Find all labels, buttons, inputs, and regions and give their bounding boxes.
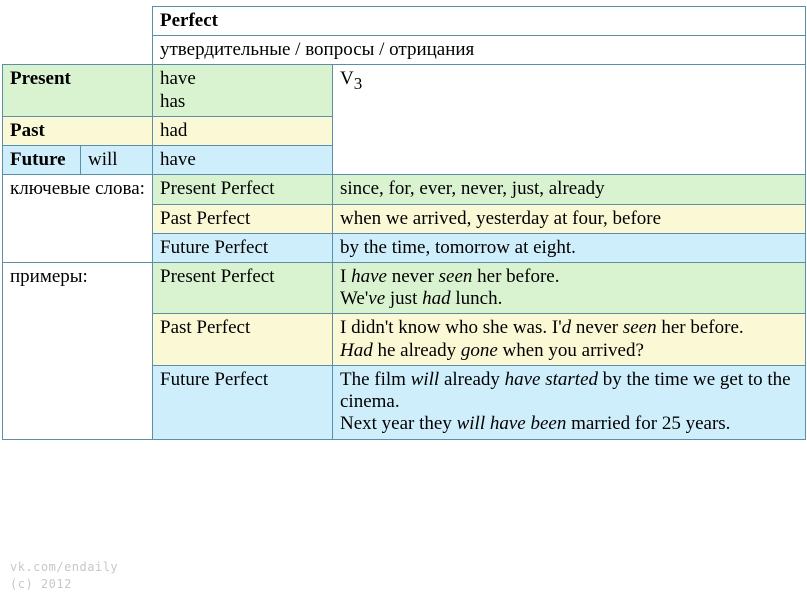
- grammar-sheet: [0, 6, 807, 601]
- keyword-words-past-perfect: when we arrived, yesterday at four, before: [333, 204, 806, 233]
- keyword-tense-past-perfect: Past Perfect: [153, 204, 333, 233]
- watermark: [10, 559, 118, 593]
- example-tense-future-perfect: Future Perfect: [153, 365, 333, 439]
- examples-label: примеры:: [3, 262, 153, 439]
- keyword-words-present-perfect: since, for, ever, never, just, already: [333, 175, 806, 204]
- empty-corner-cell: [3, 7, 81, 36]
- table-row: [3, 175, 806, 204]
- forms-header: утвердительные / вопросы / отрицания: [153, 36, 806, 65]
- verb-form-cell: [333, 65, 806, 175]
- aux-present-line-1: have: [160, 68, 196, 90]
- keyword-tense-future-perfect: Future Perfect: [153, 233, 333, 262]
- example-text-present-perfect: [333, 262, 806, 313]
- aux-future-will: will: [81, 146, 153, 175]
- example-line: Next year they will have been married for 25 years.: [340, 413, 731, 435]
- verb-form-index: 3: [353, 74, 363, 94]
- tense-label-past: Past: [3, 116, 153, 145]
- example-line: The film will already have started by the time we get to the cinema.: [340, 368, 791, 413]
- example-text-past-perfect: [333, 314, 806, 365]
- table-row: [3, 262, 806, 313]
- example-line: I have never seen her before.: [340, 265, 560, 287]
- empty-corner-cell-2: [81, 7, 153, 36]
- watermark-line-2: (c) 2012: [10, 577, 72, 592]
- keyword-words-future-perfect: by the time, tomorrow at eight.: [333, 233, 806, 262]
- empty-cell-2: [81, 36, 153, 65]
- example-line: I didn't know who she was. I'd never seen her before.: [340, 317, 744, 339]
- example-line: Had he already gone when you arrived?: [340, 339, 644, 361]
- keywords-label: ключевые слова:: [3, 175, 153, 263]
- aux-present-line-2: has: [160, 90, 186, 112]
- example-text-future-perfect: [333, 365, 806, 439]
- example-tense-present-perfect: Present Perfect: [153, 262, 333, 313]
- table-row: [3, 36, 806, 65]
- example-tense-past-perfect: Past Perfect: [153, 314, 333, 365]
- aspect-header: Perfect: [153, 7, 806, 36]
- example-line: We've just had lunch.: [340, 288, 503, 310]
- watermark-line-1: vk.com/endaily: [10, 560, 119, 575]
- table-row: [3, 7, 806, 36]
- empty-cell: [3, 36, 81, 65]
- perfect-tenses-table: [2, 6, 806, 440]
- tense-label-present: Present: [3, 65, 153, 116]
- tense-label-future: Future: [3, 146, 81, 175]
- aux-future: have: [153, 146, 333, 175]
- aux-present: [153, 65, 333, 116]
- aux-past: had: [153, 116, 333, 145]
- keyword-tense-present-perfect: Present Perfect: [153, 175, 333, 204]
- table-row: [3, 65, 806, 116]
- verb-form-letter: V: [340, 68, 354, 90]
